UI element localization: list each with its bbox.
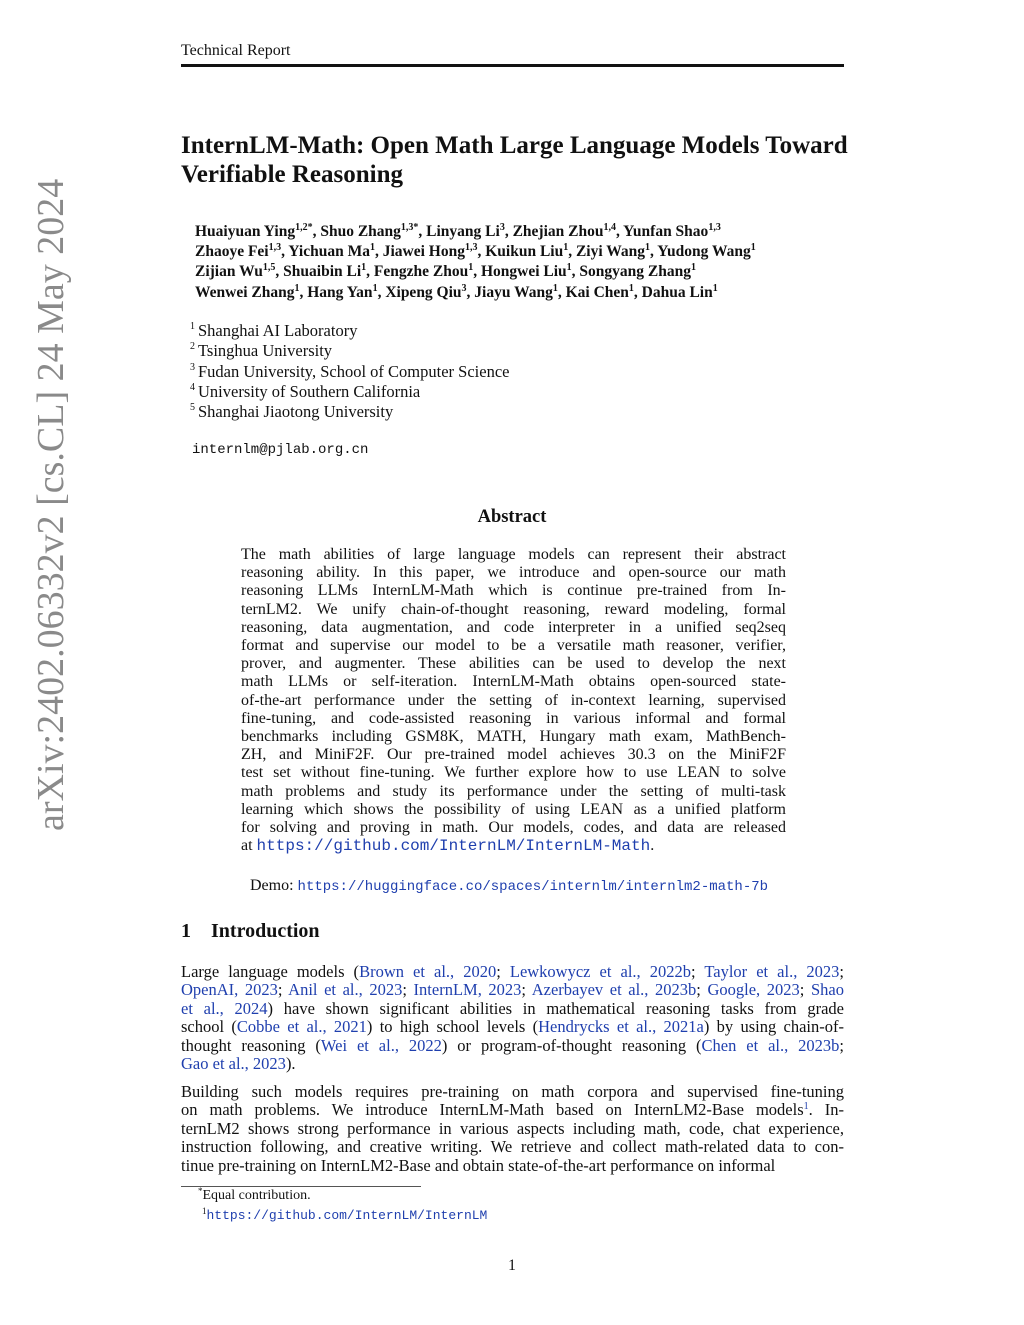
- citation-link[interactable]: Azerbayev et al., 2023b: [531, 980, 697, 1000]
- author-name: Shuaibin Li: [283, 263, 362, 281]
- citation-link[interactable]: Google, 2023: [707, 980, 800, 1000]
- citation-link[interactable]: Gao et al., 2023: [181, 1054, 286, 1074]
- author-affiliation-mark: 1: [563, 242, 569, 254]
- citation-link[interactable]: Lewkowycz et al., 2022b: [509, 962, 691, 981]
- text-line: [181, 1055, 844, 1073]
- author-affiliation-mark: 1,2*: [295, 222, 313, 233]
- author-affiliation-mark: 3: [499, 222, 505, 233]
- text-line: [181, 1101, 844, 1119]
- demo-label: Demo:: [250, 877, 298, 894]
- author-name: Dahua Lin: [641, 283, 713, 301]
- affiliation-number: 2: [190, 341, 195, 353]
- demo-link[interactable]: https://huggingface.co/spaces/internlm/internlm2-math-7b: [297, 879, 769, 895]
- author-name: Zijian Wu: [195, 263, 263, 281]
- header-rule: [181, 64, 844, 67]
- affiliation-number: 1: [190, 321, 195, 332]
- abstract-line: The math abilities of large language models can represent their abstract: [241, 546, 786, 563]
- abstract-line: benchmarks including GSM8K, MATH, Hungary math exam, MathBench-: [241, 728, 786, 746]
- affiliation-name: Tsinghua University: [198, 341, 333, 361]
- text-line: [181, 1018, 844, 1036]
- citation-link[interactable]: Anil et al., 2023: [288, 980, 403, 1000]
- abstract-line: math LLMs or self-iteration. InternLM-Math obtains open-sourced state-: [241, 673, 786, 691]
- citation-link[interactable]: Wei et al., 2022: [320, 1035, 442, 1055]
- author-affiliation-mark: 1,3: [464, 242, 478, 254]
- author-name: Wenwei Zhang: [195, 283, 295, 301]
- author-name: Yudong Wang: [657, 243, 751, 261]
- text-line: [181, 1138, 844, 1156]
- author-affiliation-mark: 1,4: [603, 222, 616, 233]
- author-affiliation-mark: 1,3*: [400, 222, 419, 233]
- author-line: Wenwei Zhang$^1$, Hang Yan$^1$, Xipeng Qiu$^3$, Jiayu Wang$^1$, Kai Chen$^1$, Dahua Lin$^1$: [195, 282, 718, 301]
- text-run: on math problems. We introduce InternLM-Math based on InternLM2-Base models: [181, 1100, 804, 1120]
- text-run: ;: [690, 962, 705, 981]
- author-name: Songyang Zhang: [579, 263, 691, 281]
- citation-link[interactable]: Taylor et al., 2023: [704, 962, 840, 981]
- author-name: Huaiyuan Ying: [195, 223, 296, 240]
- affiliation: [190, 402, 509, 422]
- citation-link[interactable]: Shao: [810, 980, 844, 1000]
- author-line: Huaiyuan Ying$^{1,2*}$, Shuo Zhang$^{1,3*}$, Linyang Li$^3$, Zhejian Zhou$^{1,4}$, Yunfan Shao$^{1,3}$: [195, 222, 721, 240]
- page-number: 1: [508, 1257, 516, 1274]
- footnote-text: Equal contribution.: [202, 1188, 311, 1203]
- text-run: ;: [521, 980, 532, 1000]
- abstract-line: math problems and study its performance under the setting of multi-task: [241, 782, 786, 800]
- author-name: Zhejian Zhou: [512, 223, 604, 240]
- text-run: ternLM2 shows strong performance in various aspects including math, code, chat experience,: [181, 1118, 844, 1138]
- abstract-line: ZH, and MiniF2F. Our pre-trained model achieves 30.3 on the MiniF2F: [241, 746, 786, 764]
- author-affiliation-mark: 1: [712, 282, 718, 294]
- citation-link[interactable]: Brown et al., 2020: [359, 962, 497, 981]
- text-run: ) or program-of-thought reasoning (: [441, 1035, 702, 1055]
- text-run: ;: [496, 962, 510, 981]
- abstract-line: reasoning ability. In this paper, we introduce and open-source our math: [241, 564, 786, 582]
- author-affiliation-mark: 1: [691, 262, 696, 274]
- demo-line: [250, 877, 768, 895]
- affiliation-number: 5: [190, 402, 195, 414]
- author-affiliation-mark: 1: [468, 262, 474, 274]
- paper-title: [181, 131, 851, 189]
- author-affiliation-mark: 1: [294, 282, 300, 294]
- author-line: Zhaoye Fei$^{1,3}$, Yichuan Ma$^1$, Jiawei Hong$^{1,3}$, Kuikun Liu$^1$, Ziyi Wang$^1$, Yudong Wang$^1$: [195, 242, 756, 261]
- citation-link[interactable]: OpenAI, 2023: [181, 980, 278, 1000]
- text-run: thought reasoning (: [181, 1035, 321, 1055]
- arxiv-stamp: arXiv:2402.06332v2 [cs.CL] 24 May 2024: [30, 178, 72, 831]
- text-run: ) have shown significant abilities in mathematical reasoning tasks from grade: [267, 998, 844, 1018]
- running-header: Technical Report: [181, 42, 291, 59]
- citation-link[interactable]: InternLM, 2023: [413, 980, 522, 1000]
- section-number: 1: [181, 920, 191, 942]
- author-name: Fengzhe Zhou: [373, 263, 469, 281]
- abstract-line: for solving and proving in math. Our models, codes, and data are released: [241, 819, 786, 837]
- footnote-mark: 1: [202, 1206, 207, 1216]
- author-name: Hang Yan: [307, 283, 373, 301]
- author-affiliation-mark: 1: [552, 282, 558, 294]
- intro-paragraph-2: [181, 1083, 844, 1175]
- affiliation-name: Fudan University, School of Computer Science: [198, 361, 510, 381]
- text-run: ) to high school levels (: [366, 1017, 539, 1037]
- author-affiliation-mark: 1: [645, 242, 651, 254]
- abstract-line: ternLM2. We unify chain-of-thought reasoning, reward modeling, formal: [241, 600, 786, 618]
- author-name: Jiawei Hong: [382, 243, 465, 261]
- text-line: [181, 1120, 844, 1138]
- footnote-rule: [181, 1186, 421, 1187]
- author-affiliation-mark: 1: [369, 242, 375, 254]
- abstract-line: learning which shows the possibility of using LEAN as a unified platform: [241, 800, 786, 818]
- footnote-ref[interactable]: 1: [803, 1101, 809, 1113]
- text-line: [181, 1157, 844, 1175]
- author-affiliation-mark: 1,3: [708, 222, 721, 233]
- author-name: Yichuan Ma: [288, 243, 370, 261]
- abstract-heading: Abstract: [477, 507, 547, 527]
- citation-link[interactable]: Hendrycks et al., 2021a: [538, 1017, 704, 1037]
- affiliation-list: [190, 321, 509, 422]
- text-run: ;: [277, 980, 289, 1000]
- author-affiliation-mark: 1: [566, 262, 572, 274]
- abstract-line: prover, and augmenter. These abilities can be used to develop the next: [241, 655, 786, 673]
- contact-email[interactable]: internlm@pjlab.org.cn: [192, 442, 369, 458]
- author-name: Yunfan Shao: [623, 223, 709, 240]
- text-line: [181, 963, 844, 981]
- text-line: [181, 1037, 844, 1055]
- abstract-line: fine-tuning, and code-assisted reasoning in various informal and formal: [241, 709, 786, 727]
- citation-link[interactable]: Chen et al., 2023b: [701, 1035, 840, 1055]
- affiliation-name: University of Southern California: [198, 381, 421, 401]
- citation-link[interactable]: Cobbe et al., 2021: [236, 1017, 367, 1037]
- author-list: [195, 222, 855, 303]
- affiliation-number: 3: [190, 361, 195, 373]
- author-affiliation-mark: 3: [461, 282, 467, 294]
- affiliation-number: 4: [190, 381, 195, 393]
- text-run: ;: [402, 980, 414, 1000]
- affiliation-name: Shanghai Jiaotong University: [198, 402, 394, 422]
- abstract-line: test set without fine-tuning. We further explore how to use LEAN to solve: [241, 764, 786, 782]
- author-name: Hongwei Liu: [480, 263, 567, 281]
- author-affiliation-mark: 1: [372, 282, 378, 294]
- citation-link[interactable]: et al., 2024: [181, 998, 268, 1018]
- abstract-line: reasoning, data augmentation, and code interpreter in a unified seq2seq: [241, 618, 786, 636]
- abstract-body: [241, 546, 786, 855]
- text-run: school (: [181, 1017, 237, 1037]
- affiliation: [190, 321, 509, 341]
- author-name: Linyang Li: [426, 223, 500, 240]
- author-name: Kuikun Liu: [485, 243, 564, 261]
- text-run: ;: [696, 980, 708, 1000]
- text-run: ;: [839, 1035, 844, 1055]
- footnote-equal-contribution: [198, 1188, 311, 1204]
- affiliation-name: Shanghai AI Laboratory: [198, 321, 358, 340]
- text-run: Building such models requires pre-training on math corpora and supervised fine-tuning: [181, 1082, 844, 1101]
- author-affiliation-mark: 1: [628, 282, 634, 294]
- text-run: instruction following, and creative writing. We retrieve and collect math-related data to con-: [181, 1137, 844, 1157]
- abstract-text: .: [650, 837, 655, 855]
- abstract-line: of-the-art performance under the setting of in-context learning, supervised: [241, 691, 786, 709]
- title-line: InternLM-Math: Open Math Large Language Models Toward: [181, 132, 848, 159]
- abstract-line: format and supervise our model to be a versatile math reasoner, verifier,: [241, 637, 786, 655]
- text-line: [181, 1083, 844, 1101]
- author-name: Jiayu Wang: [474, 283, 553, 301]
- section-heading: [181, 920, 320, 943]
- author-name: Zhaoye Fei: [195, 243, 269, 261]
- text-run: . In-: [808, 1100, 844, 1120]
- text-run: ).: [285, 1054, 296, 1074]
- intro-paragraph-1: [181, 963, 844, 1073]
- title-line: Verifiable Reasoning: [181, 161, 403, 188]
- author-affiliation-mark: 1,5: [262, 262, 276, 274]
- footnote-mark: *: [198, 1186, 203, 1196]
- author-name: Shuo Zhang: [320, 223, 401, 240]
- footnote-1: [202, 1207, 487, 1223]
- abstract-text: at: [241, 837, 257, 855]
- abstract-line: reasoning LLMs InternLM-Math which is continue pre-trained from In-: [241, 582, 786, 600]
- affiliation: [190, 362, 509, 382]
- affiliation: [190, 382, 509, 402]
- author-affiliation-mark: 1,3: [268, 242, 282, 254]
- footnote-link[interactable]: https://github.com/InternLM/InternLM: [206, 1208, 488, 1223]
- text-run: ) by using chain-of-: [703, 1017, 844, 1037]
- text-run: Large language models (: [181, 962, 360, 981]
- text-line: [181, 1000, 844, 1018]
- text-run: ;: [839, 962, 844, 981]
- author-name: Ziyi Wang: [575, 243, 646, 261]
- author-affiliation-mark: 1: [361, 262, 367, 274]
- text-run: ;: [799, 980, 811, 1000]
- abstract-link[interactable]: https://github.com/InternLM/InternLM-Math: [256, 837, 651, 856]
- author-line: Zijian Wu$^{1,5}$, Shuaibin Li$^1$, Fengzhe Zhou$^1$, Hongwei Liu$^1$, Songyang Zhang$^1$: [195, 262, 696, 281]
- author-name: Kai Chen: [565, 283, 629, 301]
- text-line: [181, 981, 844, 999]
- text-run: tinue pre-training on InternLM2-Base and obtain state-of-the-art performance on informal: [181, 1155, 776, 1175]
- author-name: Xipeng Qiu: [385, 283, 462, 301]
- affiliation: [190, 341, 509, 361]
- section-title: Introduction: [211, 920, 320, 942]
- author-affiliation-mark: 1: [750, 242, 756, 254]
- abstract-line: [241, 837, 786, 855]
